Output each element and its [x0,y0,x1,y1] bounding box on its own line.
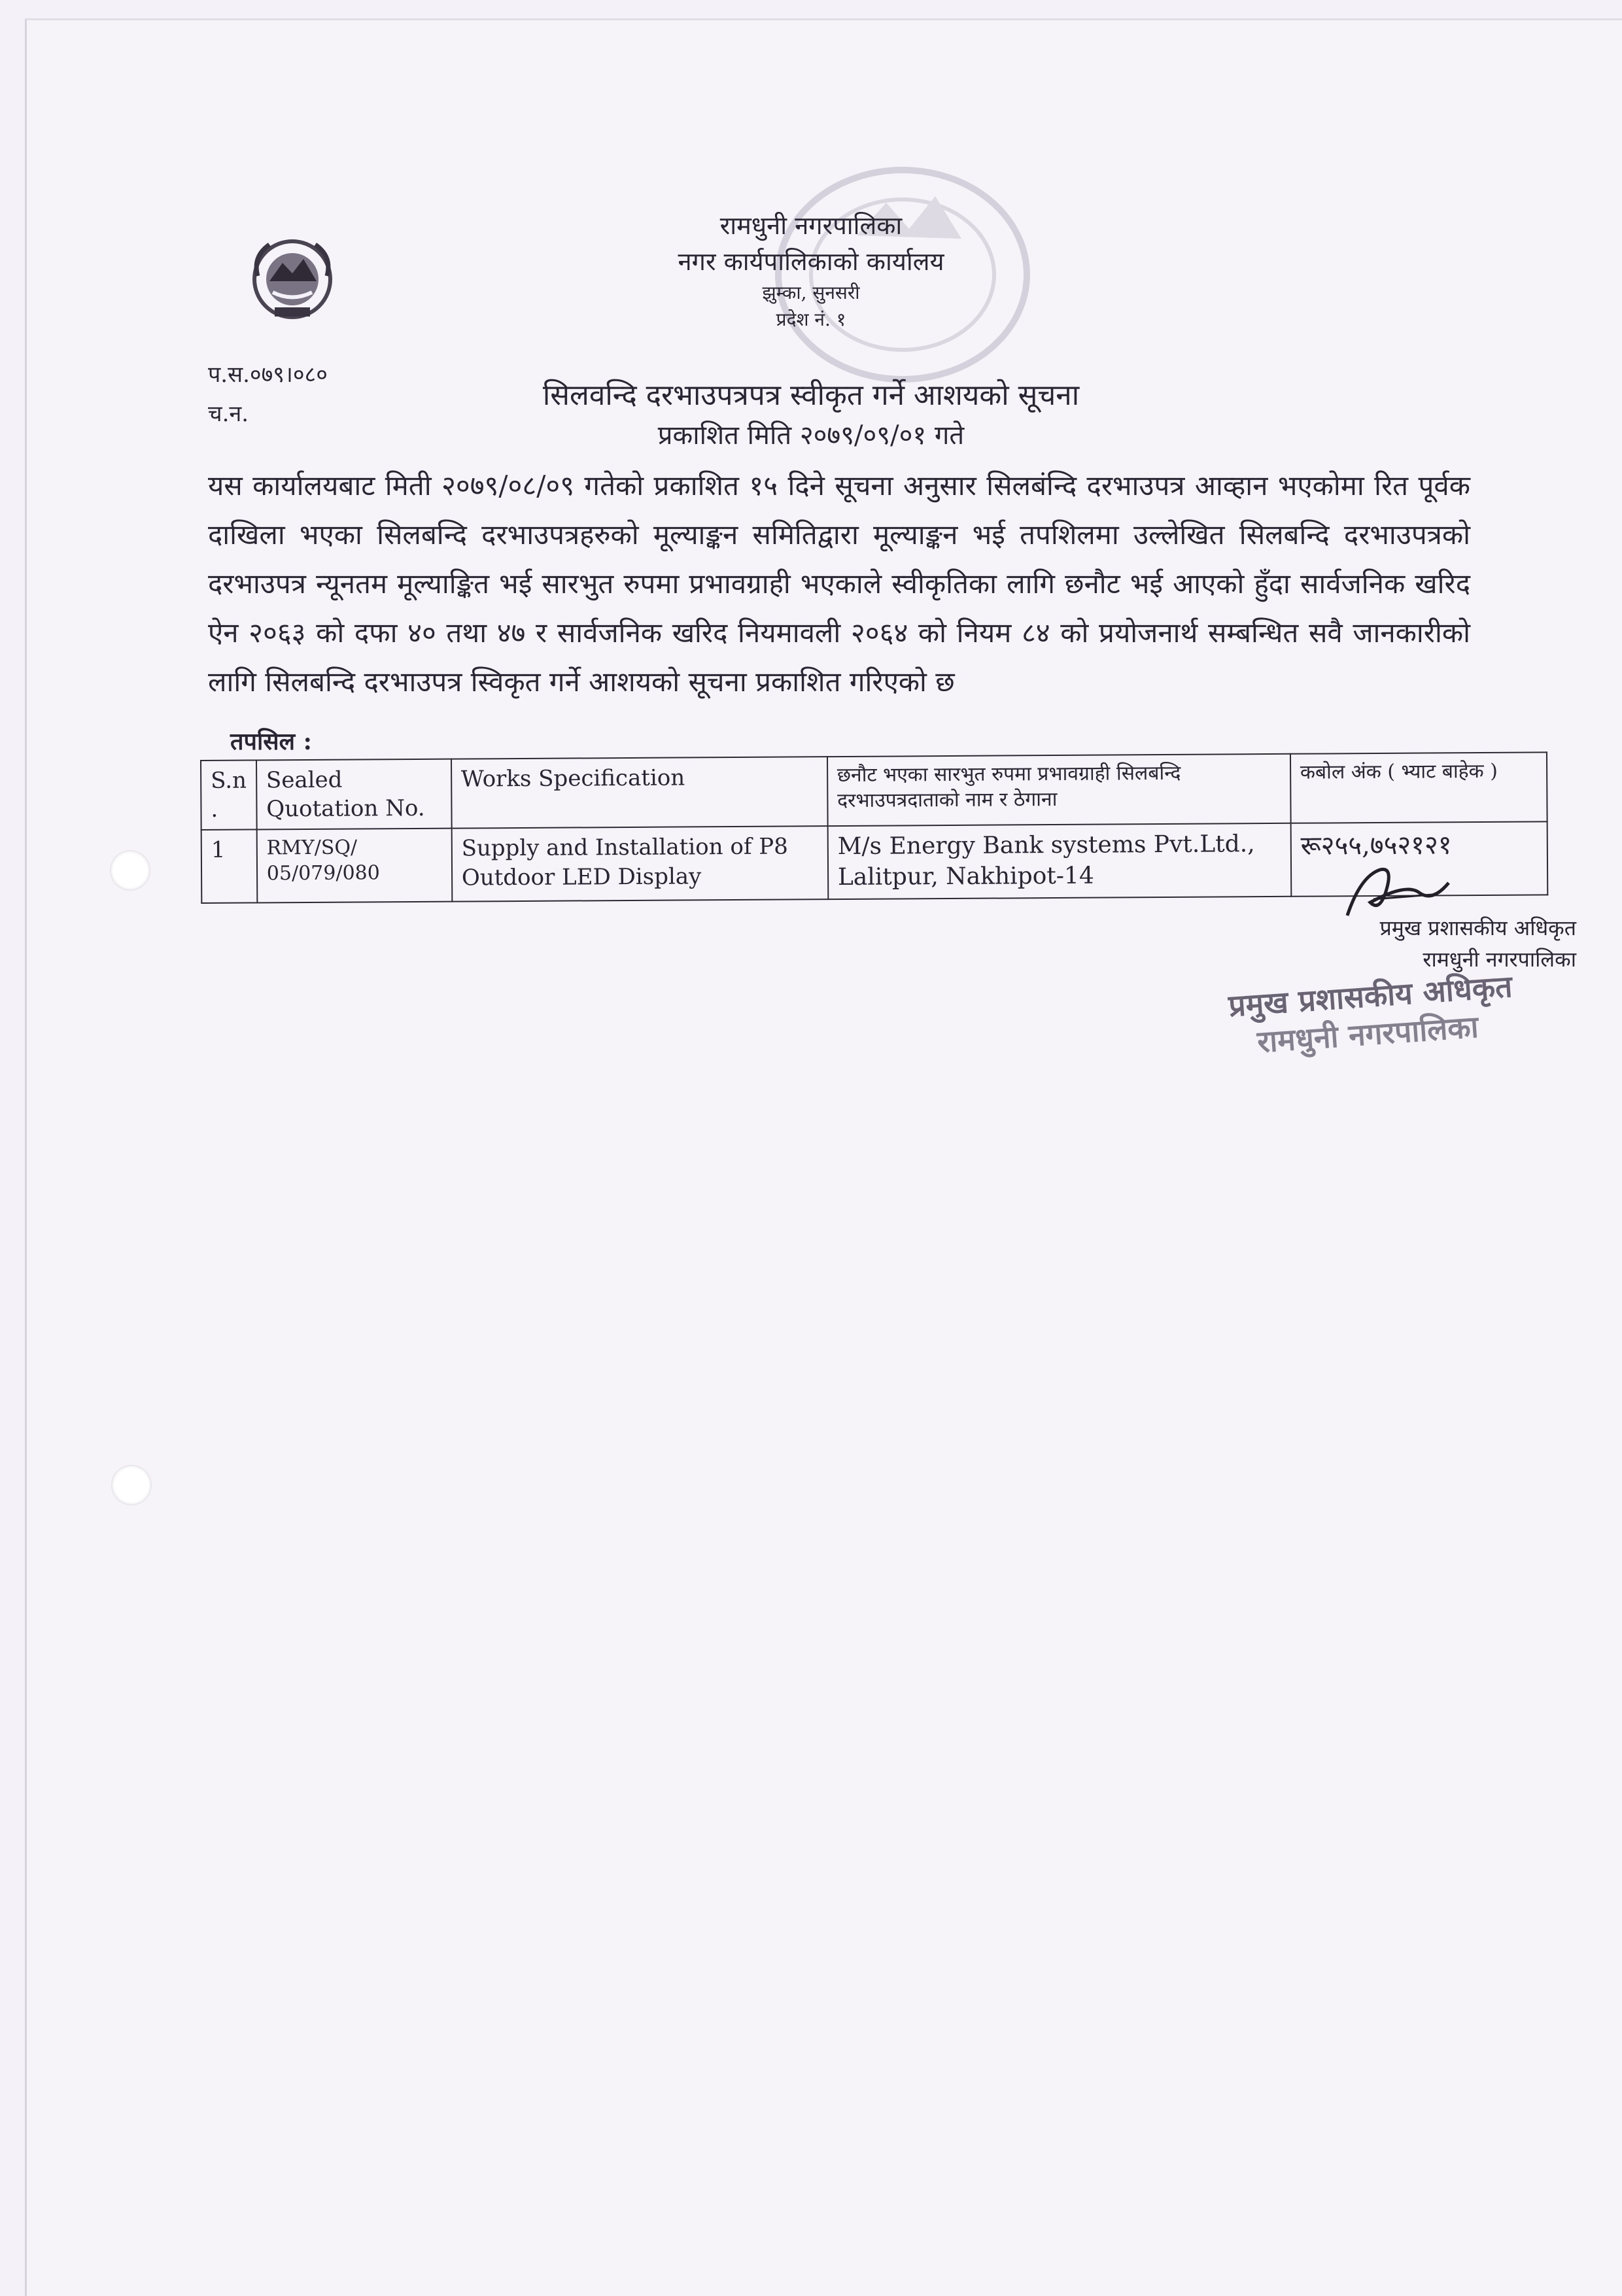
chalani-number: च.न. [208,401,249,427]
published-date: प्रकाशित मिति २०७९/०९/०१ गते [657,420,965,451]
seal-line-2: रामधुनी नगरपालिका [1256,1008,1480,1059]
table-header-row [201,752,1547,830]
header-bidder: छनौट भएका सारभुत रुपमा प्रभावग्राही सिलबन्दि दरभाउपत्रदाताको नाम र ठेगाना [827,754,1291,827]
municipality-name: रामधुनी नगरपालिका [719,211,903,240]
office-name: नगर कार्यपालिकाको कार्यालय [678,247,944,277]
header-amount: कबोल अंक ( भ्याट बाहेक ) [1290,752,1547,823]
signatory-block [1210,912,1576,975]
notice-body: यस कार्यालयबाट मिती २०७९/०८/०९ गतेको प्रकाशित १५ दिने सूचना अनुसार सिलबंन्दि दरभाउपत्र आव्हान भएकोमा रित पूर्वक दाखिला भएका सिलबन्दि दरभाउपत्रहरुको मूल्याङ्कन समितिद्वारा मूल्याङ्कन भई तपशिलमा उल्लेखित सिलबन्दि दरभाउपत्रको दरभाउपत्र न्यूनतम मूल्याङ्कित भई सारभुत रुपमा प्रभावग्राही भएकाले स्वीकृतिका लागि छनौट भई आएको हुँदा सार्वजनिक खरिद ऐन २०६३ को दफा ४० तथा ४७ र सार्वजनिक खरिद नियमावली २०६४ को नियम ८४ को प्रयोजनार्थ सम्बन्धित सवै जानकारीको लागि सिलबन्दि दरभाउपत्र स्विकृत गर्ने आशयको सूचना प्रकाशित गरिएको छ [208,470,1470,698]
row-bidder: M/s Energy Bank systems Pvt.Ltd., Lalitpur, Nakhipot-14 [827,823,1291,899]
row-quotation: RMY/SQ/ 05/079/080 [256,829,452,902]
notice-title: सिलवन्दि दरभाउपत्रपत्र स्वीकृत गर्ने आशयको सूचना [542,379,1080,412]
letterhead [0,208,1622,333]
punch-hole [110,850,150,891]
row-sn: 1 [201,830,257,903]
office-address: झुम्का, सुनसरी [762,282,860,304]
row-works: Supply and Installation of P8 Outdoor LED Display [451,827,828,902]
header-quotation: Sealed Quotation No. [256,759,452,830]
signatory-title: प्रमुख प्रशासकीय अधिकृत [1379,916,1576,940]
signatory-office: रामधुनी नगरपालिका [1423,947,1576,972]
header-works: Works Specification [451,757,828,829]
punch-hole [111,1465,152,1505]
patra-sankhya: प.स.०७९।०८० [208,362,328,388]
seal-line-1: प्रमुख प्रशासकीय अधिकृत [1227,968,1513,1024]
header-sn: S.n . [201,760,256,830]
row-amount: रू२५५,७५२१२१ [1290,822,1547,897]
schedule-label: तपसिल : [230,728,312,755]
province-number: प्रदेश नं. १ [776,308,846,330]
